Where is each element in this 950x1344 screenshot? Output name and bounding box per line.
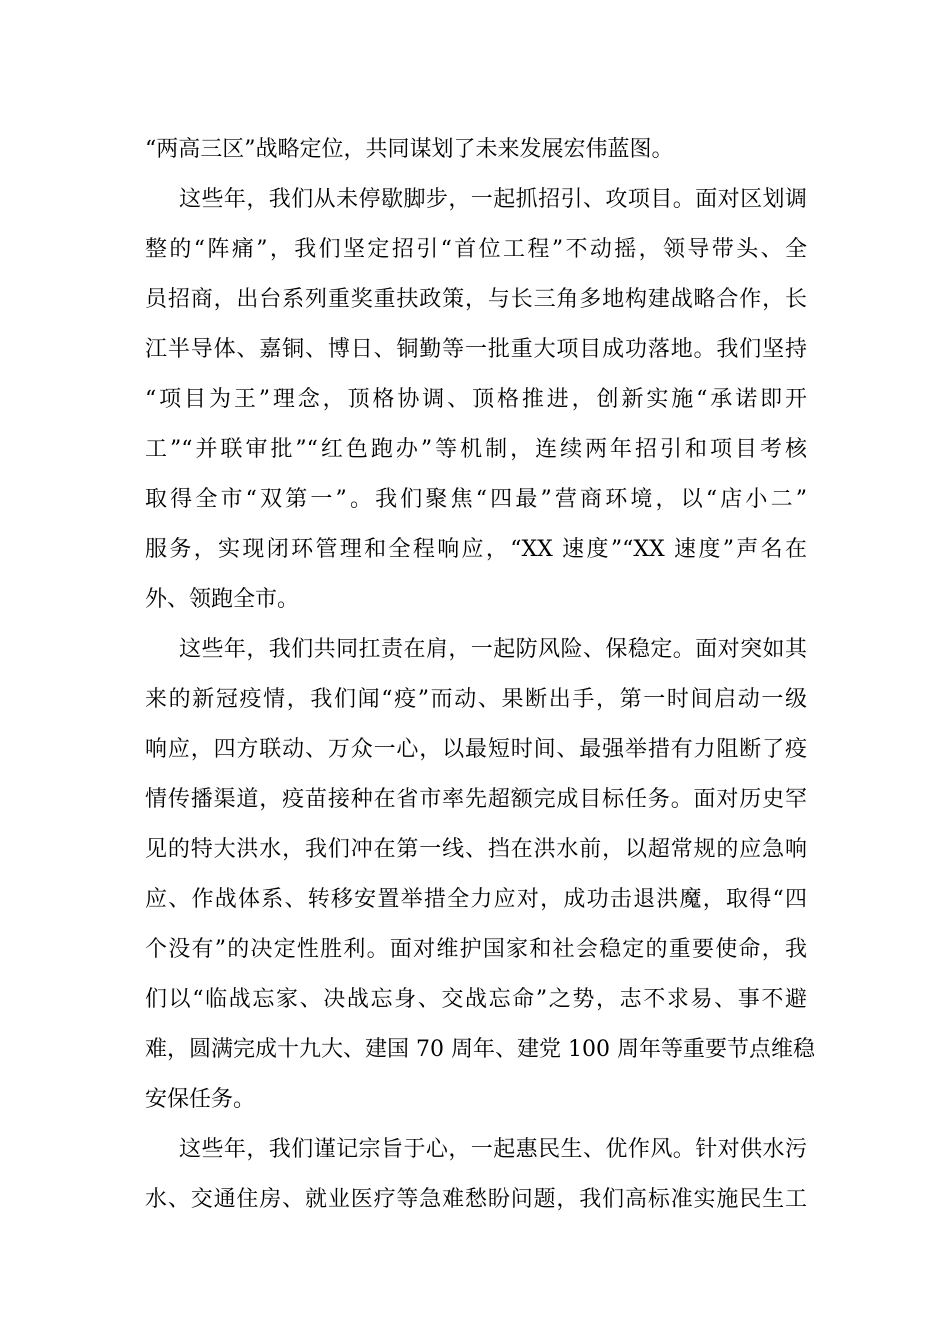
text-line: 工”“并联审批”“红色跑办”等机制，连续两年招引和项目考核 xyxy=(145,437,807,462)
paragraph-start-line: 这些年，我们共同扛责在肩，一起防风险、保稳定。面对突如其 xyxy=(179,637,807,662)
text-line: 取得全市“双第一”。我们聚焦“四最”营商环境，以“店小二” xyxy=(145,487,807,512)
document-body xyxy=(145,125,815,1225)
text-line: 江半导体、嘉铜、博日、铜勤等一批重大项目成功落地。我们坚持 xyxy=(145,337,807,362)
paragraph-start-line: 这些年，我们谨记宗旨于心，一起惠民生、优作风。针对供水污 xyxy=(179,1137,807,1162)
text-line: 外、领跑全市。 xyxy=(145,587,300,612)
text-line: 个没有”的决定性胜利。面对维护国家和社会稳定的重要使命，我 xyxy=(145,937,807,962)
paragraph-start-line: 这些年，我们从未停歇脚步，一起抓招引、攻项目。面对区划调 xyxy=(179,187,807,212)
text-line: 难，圆满完成十九大、建国 70 周年、建党 100 周年等重要节点维稳 xyxy=(145,1037,815,1062)
text-line: 应、作战体系、转移安置举措全力应对，成功击退洪魔，取得“四 xyxy=(145,887,807,912)
text-line: 们以“临战忘家、决战忘身、交战忘命”之势，志不求易、事不避 xyxy=(145,987,807,1012)
text-line: “两高三区”战略定位，共同谋划了未来发展宏伟蓝图。 xyxy=(145,137,674,162)
text-line: 服务，实现闭环管理和全程响应，“XX 速度”“XX 速度”声名在 xyxy=(145,537,807,562)
text-line: 整的“阵痛”，我们坚定招引“首位工程”不动摇，领导带头、全 xyxy=(145,237,807,262)
text-line: 来的新冠疫情，我们闻“疫”而动、果断出手，第一时间启动一级 xyxy=(145,687,807,712)
text-line: 安保任务。 xyxy=(145,1087,256,1112)
text-line: 见的特大洪水，我们冲在第一线、挡在洪水前，以超常规的应急响 xyxy=(145,837,807,862)
text-line: “项目为王”理念，顶格协调、顶格推进，创新实施“承诺即开 xyxy=(145,387,807,412)
text-line: 情传播渠道，疫苗接种在省市率先超额完成目标任务。面对历史罕 xyxy=(145,787,807,812)
text-line: 水、交通住房、就业医疗等急难愁盼问题，我们高标准实施民生工 xyxy=(145,1187,807,1212)
text-line: 员招商，出台系列重奖重扶政策，与长三角多地构建战略合作，长 xyxy=(145,287,807,312)
text-line: 响应，四方联动、万众一心，以最短时间、最强举措有力阻断了疫 xyxy=(145,737,807,762)
